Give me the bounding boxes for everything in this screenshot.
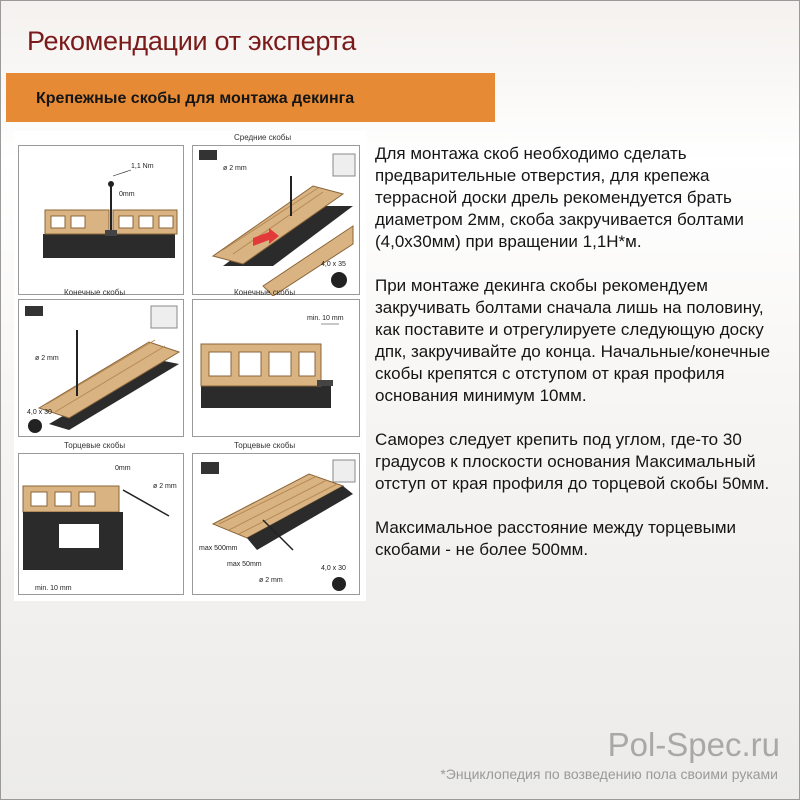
paragraph-drilling: Для монтажа скоб необходимо сделать предварительные отверстия, для крепежа террасной доски дрель рекомендуется брать диаметром 2мм, скоба закручивается болтами (4,0х30мм) при вращении 1,1Н*м. <box>375 144 744 251</box>
base-joist <box>43 234 175 258</box>
caption-end-clips-right: Конечные скобы <box>234 288 296 297</box>
clip-icon <box>199 150 217 160</box>
footnote: *Энциклопедия по возведению пола своими руками <box>440 766 778 782</box>
torque-label: 1,1 Nm <box>131 163 154 170</box>
page-title: Рекомендации от эксперта <box>27 26 356 56</box>
diagram-face-clip-section <box>18 453 184 595</box>
diagram-middle-clip-perspective <box>192 145 360 295</box>
drill-label: ø 2 mm <box>153 483 177 490</box>
drill-icon <box>333 154 355 176</box>
screw-icon <box>123 490 169 516</box>
paragraph-spacing: Максимальное расстояние между торцевыми скобами - не более 500мм. <box>375 518 737 559</box>
paragraph-tightening: При монтаже декинга скобы рекомендуем закручивать болтами сначала лишь на половину, как поставите и отрегулируете следующую доску дпк, закручивайте до конца. Начальные/конечные скобы крепятся с отступом от края профиля основания минимум 10мм. <box>375 276 771 405</box>
face-clip-perspective-drawing <box>193 454 361 596</box>
gap-label: 0mm <box>115 465 131 472</box>
end-clip-perspective-drawing <box>19 300 185 438</box>
min-gap-label: min. 10 mm <box>35 585 72 592</box>
max-offset-label: max 50mm <box>227 561 262 568</box>
screw-head-icon <box>332 577 346 591</box>
clip-icon <box>317 380 333 386</box>
base-joist <box>201 386 331 408</box>
instructions-text <box>375 143 790 583</box>
max-spacing-label: max 500mm <box>199 545 238 552</box>
section-title: Крепежные скобы для монтажа декинга <box>36 90 355 107</box>
drill-label: ø 2 mm <box>223 165 247 172</box>
clip-icon <box>25 306 43 316</box>
screw-head-icon <box>331 272 347 288</box>
screw-size-label: 4,0 x 30 <box>321 565 346 572</box>
diagram-middle-clip-section <box>18 145 184 295</box>
brand-logo: Pol-Spec.ru <box>607 726 780 763</box>
caption-face-clips-right: Торцевые скобы <box>234 441 296 450</box>
drill-icon <box>333 460 355 482</box>
min-gap-label: min. 10 mm <box>307 315 344 322</box>
drill-label: ø 2 mm <box>259 577 283 584</box>
diagram-end-clip-section <box>192 299 360 437</box>
face-clip-section-drawing <box>19 454 185 596</box>
paragraph-angle: Саморез следует крепить под углом, где-то 30 градусов к плоскости основания Максимальный отступ от края профиля до торцевой скобы 50мм. <box>375 430 770 493</box>
caption-face-clips-left: Торцевые скобы <box>64 441 126 450</box>
drill-label: ø 2 mm <box>35 355 59 362</box>
diagram-face-clip-perspective <box>192 453 360 595</box>
clip-icon <box>105 230 117 236</box>
gap-label: 0mm <box>119 191 135 198</box>
caption-end-clips-left: Конечные скобы <box>64 288 126 297</box>
screw-head-icon <box>28 419 42 433</box>
drill-icon <box>151 306 177 328</box>
installation-diagrams <box>14 131 366 601</box>
caption-middle-clips: Средние скобы <box>234 133 292 142</box>
end-clip-section-drawing <box>193 300 361 438</box>
screw-size-label: 4,0 x 35 <box>321 261 346 268</box>
middle-clip-section-drawing <box>19 146 185 296</box>
clip-icon <box>201 462 219 474</box>
screw-size-label: 4,0 x 30 <box>27 409 52 416</box>
middle-clip-perspective-drawing <box>193 146 361 296</box>
diagram-end-clip-perspective <box>18 299 184 437</box>
